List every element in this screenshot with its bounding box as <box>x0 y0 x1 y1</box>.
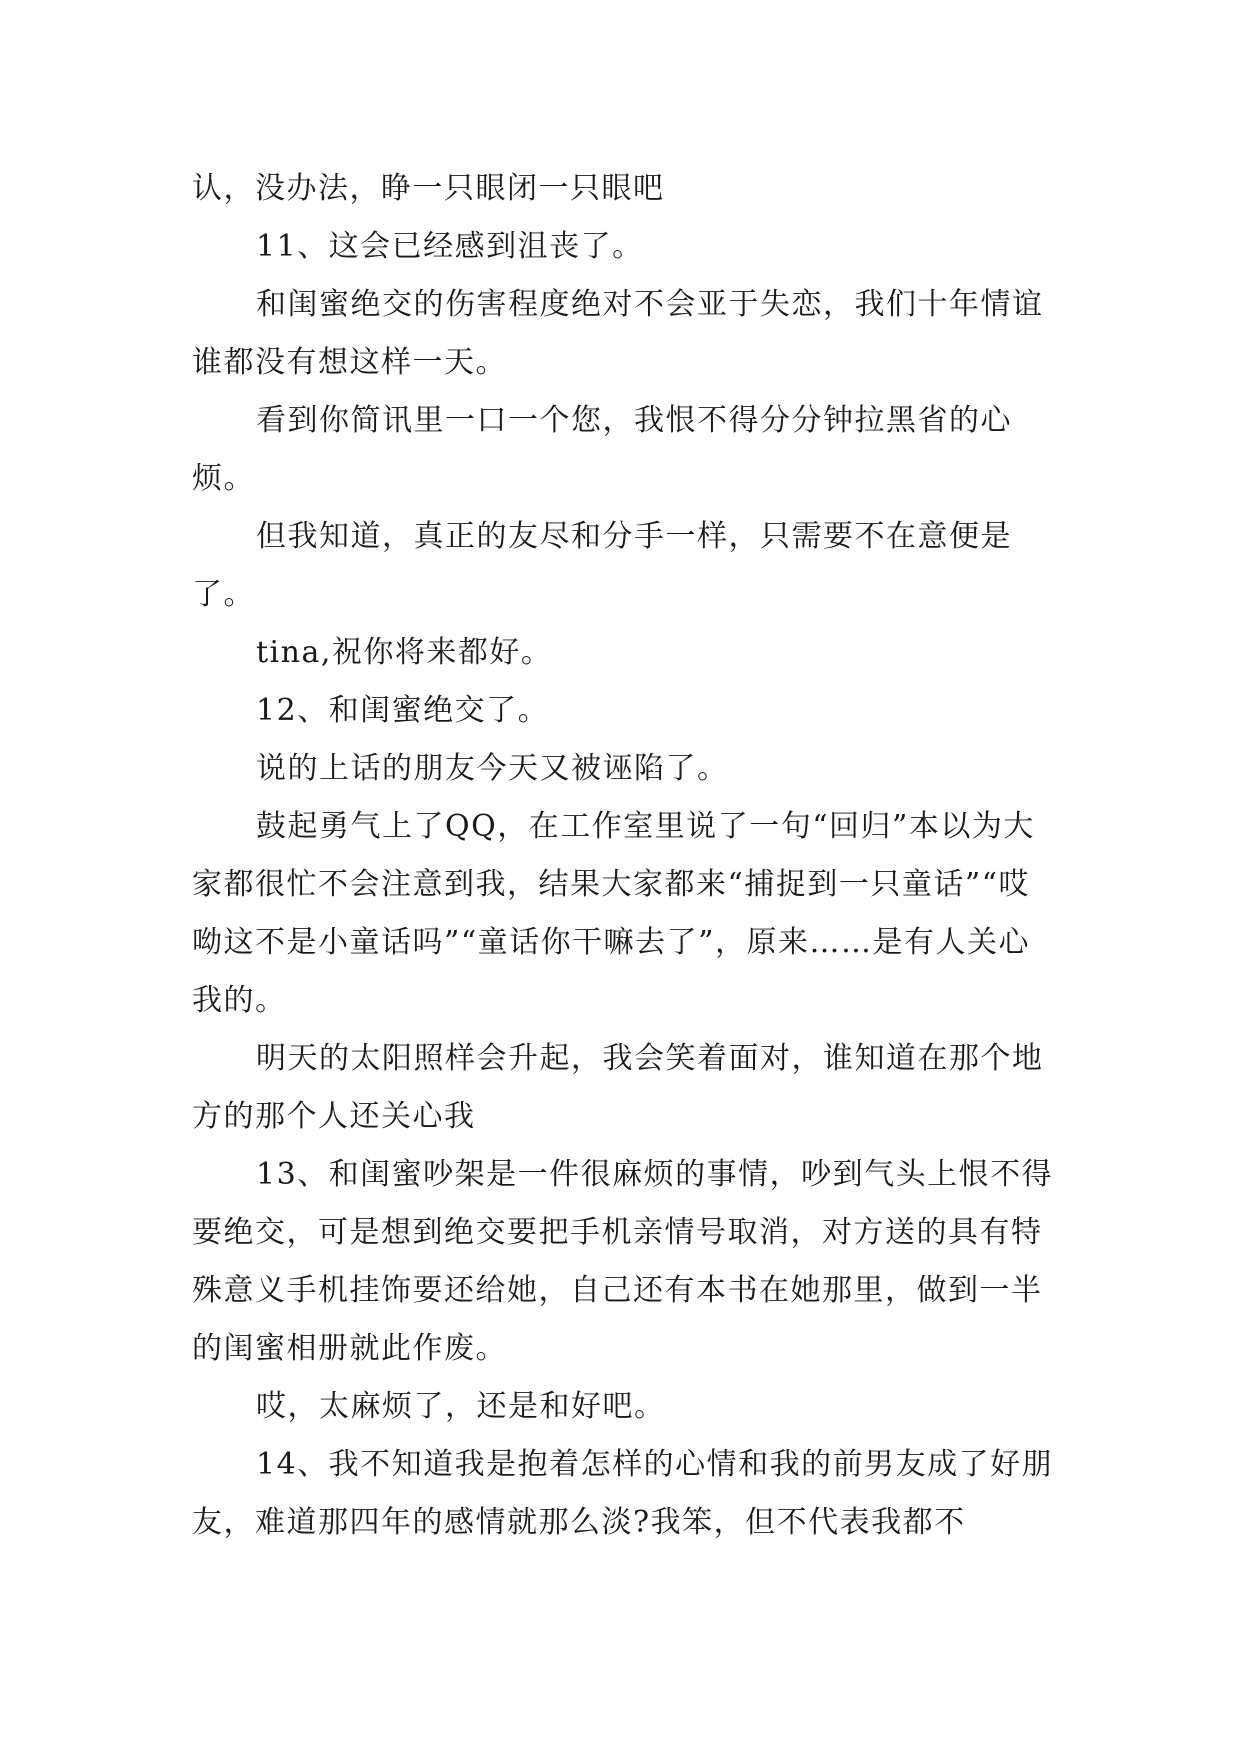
paragraph: 明天的太阳照样会升起，我会笑着面对，谁知道在那个地方的那个人还关心我 <box>192 1041 1044 1134</box>
paragraph: 认，没办法，睁一只眼闭一只眼吧 <box>192 171 665 206</box>
paragraph: 11、这会已经感到沮丧了。 <box>256 229 644 264</box>
paragraph: 12、和闺蜜绝交了。 <box>256 693 550 728</box>
paragraph: 但我知道，真正的友尽和分手一样，只需要不在意便是了。 <box>192 519 1012 612</box>
paragraph: 说的上话的朋友今天又被诬陷了。 <box>256 751 729 786</box>
paragraph: 14、我不知道我是抱着怎样的心情和我的前男友成了好朋友，难道那四年的感情就那么淡?我笨，但不代表我都不 <box>192 1447 1054 1540</box>
paragraph: 鼓起勇气上了QQ，在工作室里说了一句“回归”本以为大家都很忙不会注意到我，结果大家都来“捕捉到一只童话”“哎呦这不是小童话吗”“童话你干嘛去了”，原来……是有人关心我的。 <box>192 809 1035 1018</box>
paragraph: 13、和闺蜜吵架是一件很麻烦的事情，吵到气头上恨不得要绝交，可是想到绝交要把手机亲情号取消，对方送的具有特殊意义手机挂饰要还给她，自己还有本书在她那里，做到一半的闺蜜相册就此作废。 <box>192 1157 1054 1366</box>
paragraph: 和闺蜜绝交的伤害程度绝对不会亚于失恋，我们十年情谊谁都没有想这样一天。 <box>192 287 1044 380</box>
paragraph: tina,祝你将来都好。 <box>256 635 553 670</box>
document-body <box>192 160 1054 1552</box>
paragraph: 看到你简讯里一口一个您，我恨不得分分钟拉黑省的心烦。 <box>192 403 1012 496</box>
paragraph: 哎，太麻烦了，还是和好吧。 <box>256 1389 666 1424</box>
